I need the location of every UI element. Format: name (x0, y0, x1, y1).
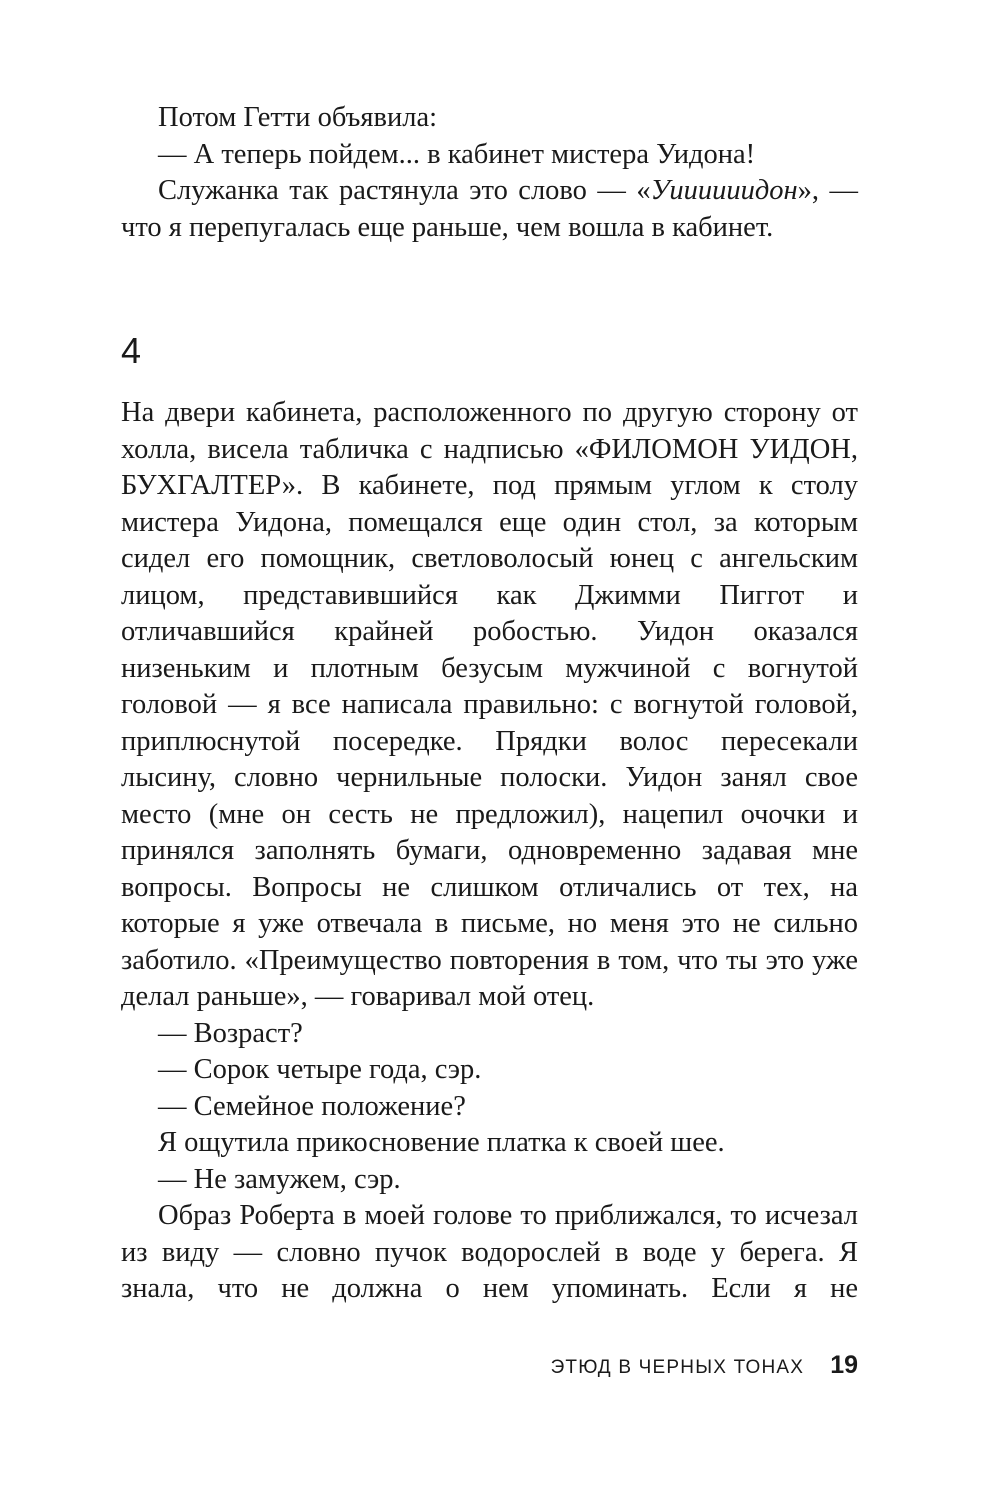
top-text-block (121, 100, 858, 246)
page-number: 19 (830, 1351, 858, 1379)
chapter-number: 4 (121, 330, 142, 371)
page-footer (551, 1351, 858, 1380)
paragraph (121, 173, 858, 246)
paragraph: Потом Гетти объявила: (158, 102, 438, 133)
dialogue-line: — А теперь пойдем... в кабинет мистера Уидона! (158, 138, 756, 170)
italic-word: Уиииииидон (650, 175, 798, 206)
main-text-block (121, 395, 858, 1308)
dialogue-line: — Сорок четыре года, сэр. (158, 1054, 482, 1085)
paragraph: На двери кабинета, расположенного по другую сторону от холла, висела табличка с надписью «ФИЛОМОН УИДОН, БУХГАЛТЕР». В кабинете, под прямым углом к столу мистера Уидона, помещался еще один стол, за которым сидел его помощник, светловолосый юнец с ангельским лицом, представившийся как Джимми Пиггот и отличавшийся крайней робостью. Уидон оказался низеньким и плотным безусым мужчиной с вогнутой головой — я все написала правильно: с вогнутой головой, приплюснутой посередке. Прядки волос пересекали лысину, словно чернильные полоски. Уидон занял свое место (мне он сесть не предложил), нацепил очочки и принялся заполнять бумаги, одновременно задавая мне вопросы. Вопросы не слишком отличались от тех, на которые я уже отвечала в письме, но меня это не сильно заботило. «Преимущество повторения в том, что ты это уже делал раньше», — говаривал мой отец. (121, 397, 858, 1012)
paragraph: Образ Роберта в моей голове то приближался, то исчезал из виду — словно пучок водорослей в воде у берега. Я знала, что не должна о нем упоминать. Если я не (121, 1200, 858, 1304)
paragraph-text: », — что я перепугалась еще раньше, чем вошла в кабинет. (121, 175, 859, 243)
dialogue-line: — Возраст? (158, 1017, 303, 1049)
dialogue-line: — Не замужем, сэр. (158, 1163, 401, 1195)
paragraph-text: Служанка так растянула это слово — « (158, 175, 651, 206)
paragraph: Я ощутила прикосновение платка к своей шее. (158, 1127, 725, 1158)
running-title: ЭТЮД В ЧЕРНЫХ ТОНАХ (550, 1357, 805, 1378)
dialogue-line: — Семейное положение? (158, 1090, 466, 1122)
